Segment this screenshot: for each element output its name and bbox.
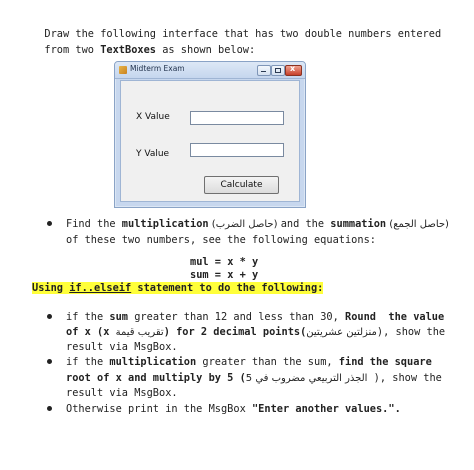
maximize-button[interactable]	[271, 65, 285, 76]
cond-text: ), show the	[376, 326, 446, 338]
round-keyword: Round the value	[345, 311, 445, 323]
window-title: Midterm Exam	[130, 64, 185, 73]
intro-line-2	[32, 29, 255, 57]
close-button[interactable]	[285, 65, 302, 76]
y-value-label: Y Value	[136, 149, 170, 159]
task-line-1	[66, 217, 449, 232]
arabic-text: منزلتين عشريتين	[306, 327, 377, 338]
using-text: Using	[32, 282, 70, 294]
form-client-area	[120, 80, 300, 202]
cond1-line-3: result via MsgBox.	[66, 341, 178, 353]
bullet-dot	[47, 406, 52, 411]
sum-equation: sum = x + y	[190, 269, 259, 281]
app-icon	[119, 66, 127, 74]
intro-text: as shown below:	[156, 44, 256, 56]
cond3-line	[66, 402, 401, 416]
cond2-line-3: result via MsgBox.	[66, 387, 178, 399]
x-value-label: X Value	[136, 112, 170, 122]
arabic-text: (حاصل الضرب)	[208, 219, 281, 230]
task-text: and the	[280, 218, 331, 230]
cond2-line-2	[66, 371, 442, 386]
cond-text: root of x and multiply by 5 (	[66, 372, 246, 384]
bullet-dot	[47, 314, 52, 319]
x-value-textbox[interactable]	[190, 111, 284, 125]
task-line-2: of these two numbers, see the following equations:	[66, 234, 376, 246]
intro-text: from two	[44, 44, 101, 56]
sum-keyword: sum	[109, 311, 129, 323]
find-keyword: find the square	[338, 356, 432, 368]
bullet-dot	[47, 221, 52, 226]
using-text: statement to do the following:	[131, 282, 324, 294]
highlighted-text	[32, 282, 323, 294]
if-elseif-keyword: if..elseif	[69, 282, 132, 294]
cond-text: greater than the sum,	[196, 356, 339, 368]
mul-equation: mul = x * y	[190, 256, 259, 268]
multiplication-keyword: multiplication	[121, 218, 209, 230]
arabic-text: (حاصل الجمع)	[386, 219, 449, 230]
cond-text: if the	[66, 356, 110, 368]
task-text: Find the	[66, 218, 122, 230]
midterm-exam-window	[114, 61, 306, 208]
y-value-textbox[interactable]	[190, 143, 284, 157]
cond-text: ), show the	[367, 372, 442, 384]
cond-text: greater than 12 and less than 30,	[128, 311, 345, 323]
cond-text: of x (x	[66, 326, 116, 338]
summation-keyword: summation	[330, 218, 387, 230]
cond-text: ) for 2 decimal points(	[163, 326, 307, 338]
cond2-line-1	[66, 355, 432, 369]
window-titlebar	[115, 62, 305, 79]
arabic-text: الجذر التربيعي مضروب في 5	[245, 373, 368, 384]
minimize-button[interactable]	[257, 65, 271, 76]
calculate-button[interactable]: Calculate	[204, 176, 279, 194]
cond1-line-2	[66, 325, 445, 340]
enter-another-values-text: "Enter another values.".	[251, 403, 401, 415]
bullet-dot	[47, 359, 52, 364]
cond-text: if the	[66, 311, 110, 323]
arabic-text: تقريب قيمة	[115, 327, 164, 338]
cond-text: Otherwise print in the MsgBox	[66, 403, 252, 415]
textboxes-keyword: TextBoxes	[100, 44, 156, 56]
using-statement	[32, 281, 323, 295]
multiplication-keyword: multiplication	[109, 356, 197, 368]
intro-text: Draw the following interface that has two double numbers entered	[44, 28, 442, 40]
cond1-line-1	[66, 310, 444, 324]
